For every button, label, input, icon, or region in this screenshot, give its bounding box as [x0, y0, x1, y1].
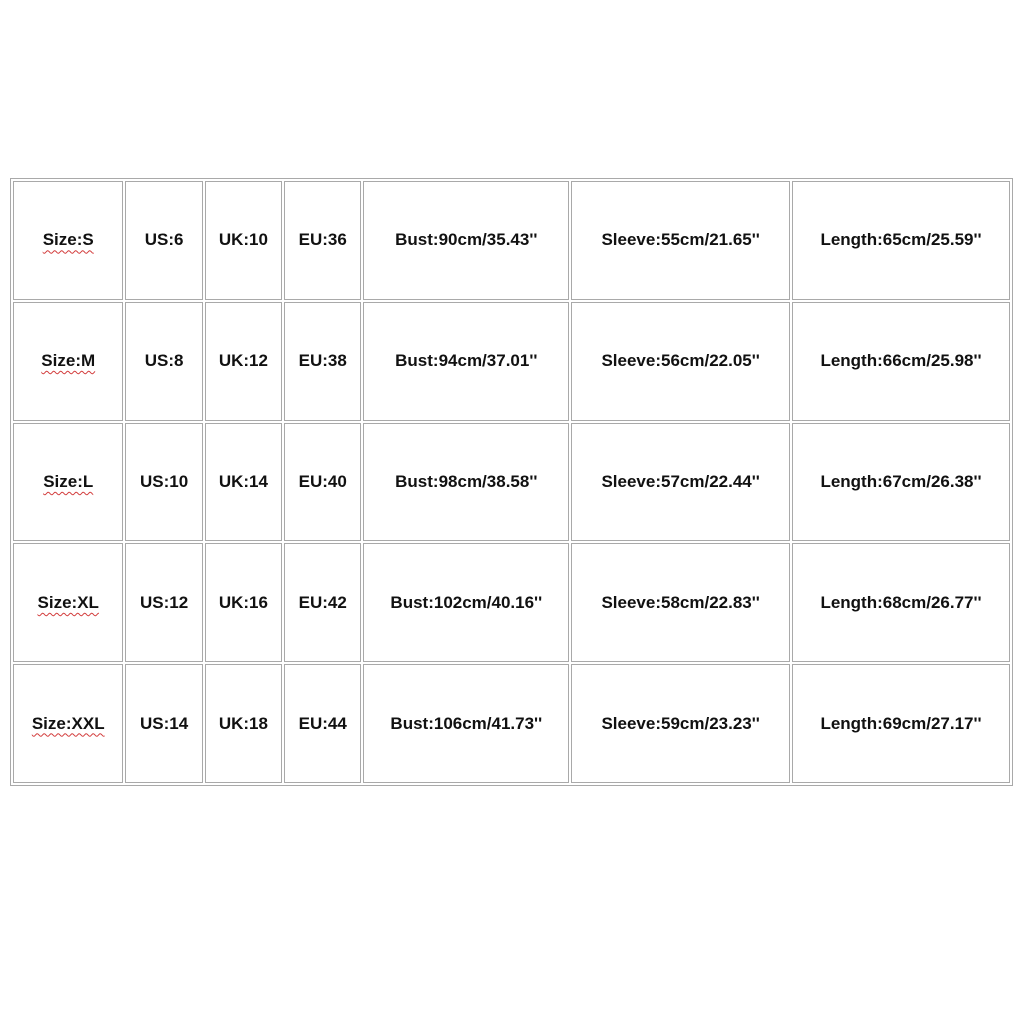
sleeve-cell: Sleeve:57cm/22.44'' — [571, 423, 790, 542]
table-row — [13, 302, 1010, 421]
sleeve-cell: Sleeve:58cm/22.83'' — [571, 543, 790, 662]
size-chart-table — [10, 178, 1013, 786]
length-cell: Length:69cm/27.17'' — [792, 664, 1010, 783]
eu-size-cell: EU:36 — [284, 181, 361, 300]
uk-size-cell: UK:14 — [205, 423, 282, 542]
size-cell — [13, 543, 123, 662]
table-row — [13, 423, 1010, 542]
bust-cell: Bust:106cm/41.73'' — [363, 664, 569, 783]
eu-size-cell: EU:38 — [284, 302, 361, 421]
bust-cell: Bust:98cm/38.58'' — [363, 423, 569, 542]
uk-size-cell: UK:16 — [205, 543, 282, 662]
length-cell: Length:67cm/26.38'' — [792, 423, 1010, 542]
eu-size-cell: EU:42 — [284, 543, 361, 662]
table-row — [13, 664, 1010, 783]
size-cell — [13, 302, 123, 421]
sleeve-cell: Sleeve:55cm/21.65'' — [571, 181, 790, 300]
eu-size-cell: EU:40 — [284, 423, 361, 542]
length-cell: Length:68cm/26.77'' — [792, 543, 1010, 662]
size-cell — [13, 423, 123, 542]
eu-size-cell: EU:44 — [284, 664, 361, 783]
us-size-cell: US:12 — [125, 543, 202, 662]
length-cell: Length:65cm/25.59'' — [792, 181, 1010, 300]
size-label: Size:XXL — [31, 713, 105, 733]
sleeve-cell: Sleeve:59cm/23.23'' — [571, 664, 790, 783]
size-label: Size:XL — [37, 592, 99, 612]
us-size-cell: US:10 — [125, 423, 202, 542]
size-label: Size:S — [42, 230, 94, 250]
us-size-cell: US:8 — [125, 302, 202, 421]
table-row — [13, 543, 1010, 662]
size-cell — [13, 664, 123, 783]
sleeve-cell: Sleeve:56cm/22.05'' — [571, 302, 790, 421]
us-size-cell: US:6 — [125, 181, 202, 300]
uk-size-cell: UK:18 — [205, 664, 282, 783]
bust-cell: Bust:90cm/35.43'' — [363, 181, 569, 300]
bust-cell: Bust:102cm/40.16'' — [363, 543, 569, 662]
bust-cell: Bust:94cm/37.01'' — [363, 302, 569, 421]
us-size-cell: US:14 — [125, 664, 202, 783]
size-cell — [13, 181, 123, 300]
uk-size-cell: UK:12 — [205, 302, 282, 421]
size-label: Size:M — [41, 351, 96, 371]
table-row — [13, 181, 1010, 300]
size-label: Size:L — [43, 471, 94, 491]
uk-size-cell: UK:10 — [205, 181, 282, 300]
length-cell: Length:66cm/25.98'' — [792, 302, 1010, 421]
